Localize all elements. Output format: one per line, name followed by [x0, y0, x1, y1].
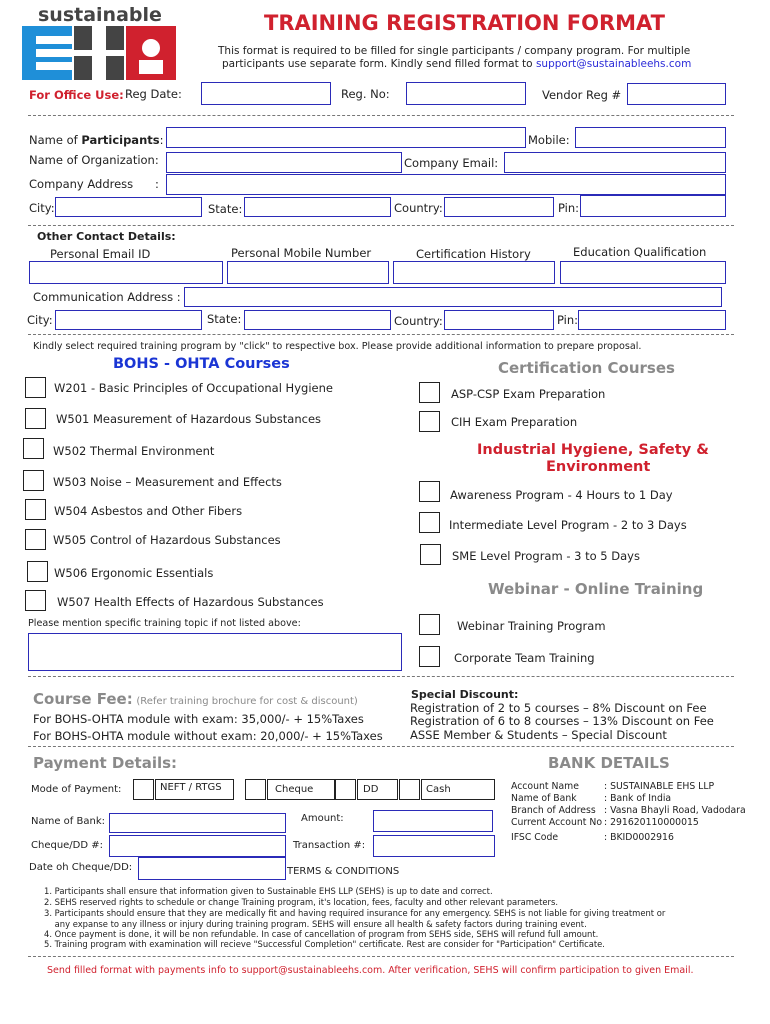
country-field[interactable]: [444, 197, 554, 217]
cheque-label: Cheque: [275, 784, 314, 795]
vendor-reg-field[interactable]: [627, 83, 726, 105]
subtitle-line2: [222, 58, 691, 70]
bohs-course-checkbox[interactable]: [25, 499, 46, 520]
label-part: Name of: [29, 133, 82, 147]
country-field[interactable]: [444, 310, 554, 330]
cheque-checkbox[interactable]: [245, 779, 266, 800]
dd-checkbox[interactable]: [335, 779, 356, 800]
bohs-course-checkbox[interactable]: [23, 470, 44, 491]
ihse-label: Intermediate Level Program - 2 to 3 Days: [449, 518, 687, 532]
payment-heading: Payment Details:: [33, 754, 178, 772]
webinar-checkbox[interactable]: [419, 646, 440, 667]
bohs-course-checkbox[interactable]: [25, 529, 46, 550]
state-label: State:: [207, 312, 242, 326]
certification-heading: Certification Courses: [498, 359, 675, 377]
participant-name-label: [29, 133, 163, 147]
bank-details-heading: BANK DETAILS: [548, 754, 670, 772]
state-field[interactable]: [244, 197, 391, 217]
city-label: City:: [27, 313, 53, 327]
ihse-checkbox[interactable]: [420, 544, 441, 565]
company-address-label: Company Address: [29, 177, 134, 191]
country-label: Country:: [394, 314, 443, 328]
office-use-label: For Office Use:: [29, 88, 124, 102]
organization-label: Name of Organization:: [29, 153, 159, 167]
footer-note: Send filled format with payments info to support@sustainableehs.com. After verification, SEHS will confirm participation to given Email.: [47, 965, 694, 976]
reg-no-label: Reg. No:: [341, 87, 390, 101]
discount-line3: ASSE Member & Students – Special Discount: [410, 728, 667, 742]
terms-item: 3. Participants should ensure that they are medically fit and having required insurance for any emergency. SEHS is not liable for giving treatment or: [44, 908, 666, 918]
state-field[interactable]: [244, 310, 391, 330]
reg-date-label: Reg Date:: [125, 87, 182, 101]
bohs-course-label: W505 Control of Hazardous Substances: [53, 533, 281, 547]
ihse-checkbox[interactable]: [419, 512, 440, 533]
country-label: Country:: [394, 201, 443, 215]
ihse-label: SME Level Program - 3 to 5 Days: [452, 549, 640, 563]
pin-field[interactable]: [580, 195, 726, 217]
terms-heading: TERMS & CONDITIONS: [287, 866, 400, 877]
bohs-course-label: W506 Ergonomic Essentials: [54, 566, 214, 580]
amount-label: Amount:: [301, 813, 344, 824]
certification-checkbox[interactable]: [419, 411, 440, 432]
divider: [28, 225, 734, 226]
fee-line2: For BOHS-OHTA module without exam: 20,000/- + 15%Taxes: [33, 729, 383, 743]
ihse-label: Awareness Program - 4 Hours to 1 Day: [450, 488, 673, 502]
transaction-field[interactable]: [373, 835, 495, 857]
payment-mode-label: Mode of Payment:: [31, 784, 122, 795]
other-contact-heading: Other Contact Details:: [37, 230, 176, 243]
neft-checkbox[interactable]: [133, 779, 154, 800]
label-part: :: [159, 133, 164, 147]
bohs-course-checkbox[interactable]: [25, 377, 46, 398]
subtitle-text: participants use separate form. Kindly send filled format to: [222, 58, 536, 70]
comm-address-label: Communication Address :: [33, 290, 181, 304]
webinar-checkbox[interactable]: [419, 614, 440, 635]
reg-date-field[interactable]: [201, 82, 331, 105]
terms-item: any expanse to any illness or injury during training program. SEHS will ensure all health & safety factors during training event.: [44, 919, 587, 929]
cheque-no-label: Cheque/DD #:: [31, 840, 104, 851]
bank-name-field[interactable]: [109, 813, 286, 833]
certification-label: CIH Exam Preparation: [451, 415, 578, 429]
cash-label: Cash: [426, 784, 451, 795]
personal-email-field[interactable]: [29, 261, 223, 284]
other-topic-field[interactable]: [28, 633, 402, 671]
state-label: State:: [208, 202, 243, 216]
edu-qual-field[interactable]: [560, 261, 726, 284]
date-label: Date oh Cheque/DD:: [29, 862, 133, 873]
logo: [22, 4, 178, 82]
bank-key: Name of Bank: [511, 793, 577, 804]
personal-email-label: Personal Email ID: [50, 247, 151, 261]
bohs-course-checkbox[interactable]: [25, 590, 46, 611]
discount-line2: Registration of 6 to 8 courses – 13% Discount on Fee: [410, 714, 714, 728]
bank-key: IFSC Code: [511, 832, 559, 843]
bank-value: : BKID0002916: [604, 832, 674, 843]
course-fee-heading: [33, 690, 358, 708]
amount-field[interactable]: [373, 810, 493, 832]
pin-field[interactable]: [578, 310, 726, 330]
subtitle-email-link[interactable]: support@sustainableehs.com: [535, 58, 692, 70]
reg-no-field[interactable]: [406, 82, 526, 105]
organization-field[interactable]: [166, 152, 402, 173]
personal-mobile-label: Personal Mobile Number: [231, 246, 372, 260]
discount-heading: Special Discount:: [411, 688, 519, 701]
terms-item: 5. Training program with examination will recieve "Successful Completion" certificate. Rest are consider for "Participation" Certificate.: [44, 939, 605, 949]
bohs-course-label: W502 Thermal Environment: [53, 444, 215, 458]
logo-ehs-icon: [22, 26, 178, 82]
discount-line1: Registration of 2 to 5 courses – 8% Discount on Fee: [410, 701, 707, 715]
bank-value: : Vasna Bhayli Road, Vadodara: [604, 805, 746, 816]
pin-label: Pin:: [558, 201, 580, 215]
bank-value: : 291620110000015: [604, 817, 699, 828]
cert-history-field[interactable]: [393, 261, 555, 284]
label-part: Participants: [81, 133, 160, 147]
certification-label: ASP-CSP Exam Preparation: [451, 387, 606, 401]
bohs-course-checkbox[interactable]: [23, 438, 44, 459]
divider: [28, 334, 734, 335]
edu-qual-label: Education Qualification: [573, 245, 707, 259]
dd-label: DD: [363, 784, 379, 795]
cheque-no-field[interactable]: [109, 835, 286, 857]
bank-key: Current Account No: [511, 817, 603, 828]
certification-checkbox[interactable]: [419, 382, 440, 403]
bank-value: : Bank of India: [604, 793, 672, 804]
other-topic-label: Please mention specific training topic if not listed above:: [28, 618, 301, 629]
divider: [28, 746, 734, 747]
bank-name-label: Name of Bank:: [31, 816, 105, 827]
date-field[interactable]: [138, 857, 286, 880]
transaction-label: Transaction #:: [293, 840, 366, 851]
mobile-label: Mobile:: [528, 133, 570, 147]
ihse-checkbox[interactable]: [419, 481, 440, 502]
city-field[interactable]: [55, 197, 202, 217]
terms-item: 4. Once payment is done, it will be non refundable. In case of cancellation of program from SEHS side, SEHS will refund full amount.: [44, 929, 599, 939]
company-email-field[interactable]: [504, 152, 726, 173]
bank-key: Branch of Address: [511, 805, 596, 816]
city-field[interactable]: [55, 310, 202, 330]
ihse-heading-line1: Industrial Hygiene, Safety &: [477, 442, 709, 458]
colon: :: [155, 177, 159, 191]
webinar-heading: Webinar - Online Training: [488, 580, 704, 598]
bohs-course-checkbox[interactable]: [27, 561, 48, 582]
bank-value: : SUSTAINABLE EHS LLP: [604, 781, 715, 792]
bohs-course-label: W503 Noise – Measurement and Effects: [53, 475, 282, 489]
city-label: City:: [29, 201, 55, 215]
bank-key: Account Name: [511, 781, 579, 792]
terms-item: 1. Participants shall ensure that information given to Sustainable EHS LLP (SEHS) is up to date and correct.: [44, 886, 493, 896]
bohs-course-label: W501 Measurement of Hazardous Substances: [56, 412, 322, 426]
terms-item: 2. SEHS reserved rights to schedule or change Training program, it's location, fees, faculty and other relevant parameters.: [44, 897, 558, 907]
mobile-field[interactable]: [575, 127, 726, 148]
cert-history-label: Certification History: [416, 247, 531, 261]
cash-checkbox[interactable]: [399, 779, 420, 800]
bohs-course-label: W507 Health Effects of Hazardous Substances: [57, 595, 324, 609]
webinar-label: Corporate Team Training: [454, 651, 595, 665]
page-title: TRAINING REGISTRATION FORMAT: [264, 11, 665, 35]
divider: [28, 676, 734, 677]
logo-wordmark: sustainable: [38, 4, 162, 26]
neft-label: NEFT / RTGS: [160, 782, 222, 793]
bohs-course-label: W504 Asbestos and Other Fibers: [54, 504, 243, 518]
course-fee-title: Course Fee:: [33, 690, 133, 708]
fee-line1: For BOHS-OHTA module with exam: 35,000/- + 15%Taxes: [33, 712, 364, 726]
course-fee-note: (Refer training brochure for cost & discount): [136, 696, 358, 707]
divider: [28, 115, 734, 116]
personal-mobile-field[interactable]: [227, 261, 389, 284]
divider: [28, 956, 734, 957]
participant-name-field[interactable]: [166, 127, 526, 148]
vendor-reg-label: Vendor Reg #: [542, 88, 622, 102]
pin-label: Pin:: [557, 313, 579, 327]
bohs-course-checkbox[interactable]: [25, 408, 46, 429]
webinar-label: Webinar Training Program: [457, 619, 606, 633]
company-address-field[interactable]: [166, 174, 726, 195]
subtitle-line1: This format is required to be filled for single participants / company program. For multiple: [218, 45, 691, 57]
bohs-course-label: W201 - Basic Principles of Occupational Hygiene: [54, 381, 333, 395]
instruction-text: Kindly select required training program by "click" to respective box. Please provide additional information to prepare proposal.: [33, 341, 642, 352]
ihse-heading-line2: Environment: [546, 459, 651, 475]
comm-address-field[interactable]: [184, 287, 722, 307]
bohs-heading: BOHS - OHTA Courses: [113, 356, 290, 372]
company-email-label: Company Email:: [404, 156, 499, 170]
